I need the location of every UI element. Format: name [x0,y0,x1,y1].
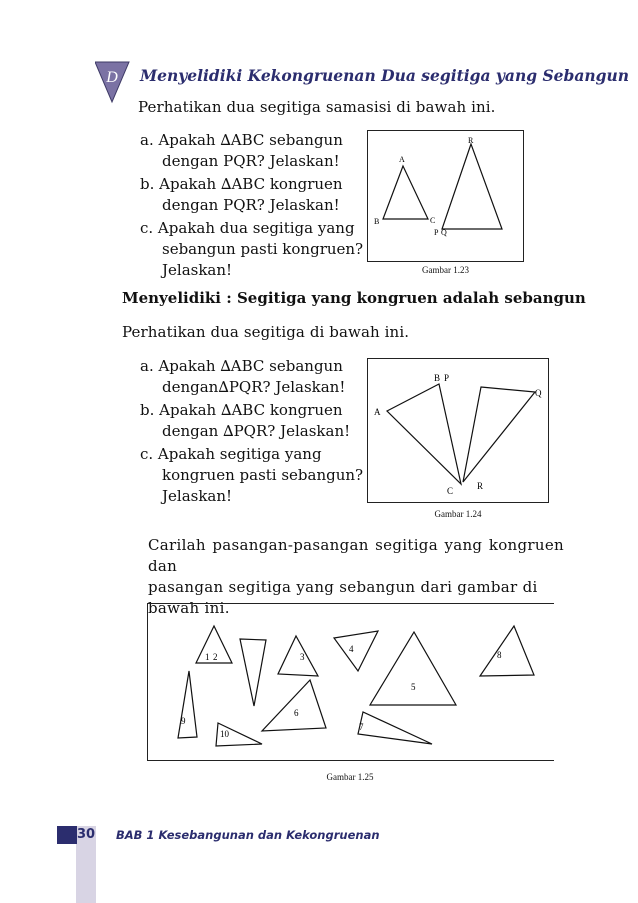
triangle-8 [480,626,534,676]
number-8: 8 [497,650,502,660]
figure-1-24 [367,358,549,519]
label-r: R [477,481,484,491]
triangle-5 [370,632,456,705]
section-title: Menyelidiki Kekongruenan Dua segitiga yang Sebangun [140,66,630,85]
chapter-title: BAB 1 Kesebangunan dan Kekongruenan [116,828,380,842]
triangle-6 [262,680,326,731]
section-badge-letter: D [106,69,118,86]
triangle-2 [240,639,266,706]
triangle-4 [334,631,378,671]
section-intro: Perhatikan dua segitiga samasisi di bawah ini. [138,98,496,116]
part2-questions [140,356,375,507]
number-1: 1 [205,652,210,662]
label-q: Q [441,228,447,237]
triangle-9 [178,671,197,738]
number-10: 10 [220,729,229,739]
label-p: P [444,373,450,383]
label-b: B [374,217,380,226]
triangle-abc [387,384,461,484]
triangle-pqr [442,144,502,229]
label-a: A [374,407,381,417]
question-b: b. Apakah ∆ABC kongruen dengan ∆PQR? Jelaskan! [140,401,351,440]
number-7: 7 [359,722,364,732]
question-b: b. Apakah ∆ABC kongruen dengan PQR? Jelaskan! [140,175,343,214]
triangle-pqr [463,387,535,482]
footer-marker [57,826,77,844]
part3-instruction: Carilah pasangan-pasangan segitiga yang kongruen dan pasangan segitiga yang sebangun dari gambar di bawah ini. [148,536,564,617]
number-9: 9 [181,716,186,726]
caption-1-24: Gambar 1.24 [434,509,482,519]
label-r: R [468,136,474,145]
number-4: 4 [349,644,354,654]
number-5: 5 [411,682,416,692]
label-p: P [434,228,439,237]
label-c: C [447,486,454,496]
section-badge-icon [95,60,131,104]
label-b: B [434,373,441,383]
label-q: Q [535,388,542,398]
triangle-3 [278,636,318,676]
number-6: 6 [294,708,299,718]
page-number: 30 [76,827,96,842]
question-c: c. Apakah segitiga yang kongruen pasti sebangun? Jelaskan! [140,445,364,505]
label-c: C [430,216,436,225]
caption-1-25: Gambar 1.25 [326,772,374,782]
figure-1-23 [367,130,524,275]
number-2: 2 [213,652,218,662]
part1-questions [140,130,375,281]
question-c: c. Apakah dua segitiga yang sebangun pasti kongruen? Jelaskan! [140,219,364,279]
label-a: A [399,155,405,164]
part2-intro: Perhatikan dua segitiga di bawah ini. [122,323,410,341]
triangle-abc [383,166,428,219]
question-a: a. Apakah ∆ABC sebangun dengan∆PQR? Jelaskan! [140,357,346,396]
caption-1-23: Gambar 1.23 [422,265,469,275]
part2-subheading: Menyelidiki : Segitiga yang kongruen adalah sebangun [122,289,586,307]
figure-1-25 [147,603,554,761]
question-a: a. Apakah ∆ABC sebangun dengan PQR? Jelaskan! [140,131,343,170]
number-3: 3 [300,652,305,662]
triangle-7 [358,712,432,744]
